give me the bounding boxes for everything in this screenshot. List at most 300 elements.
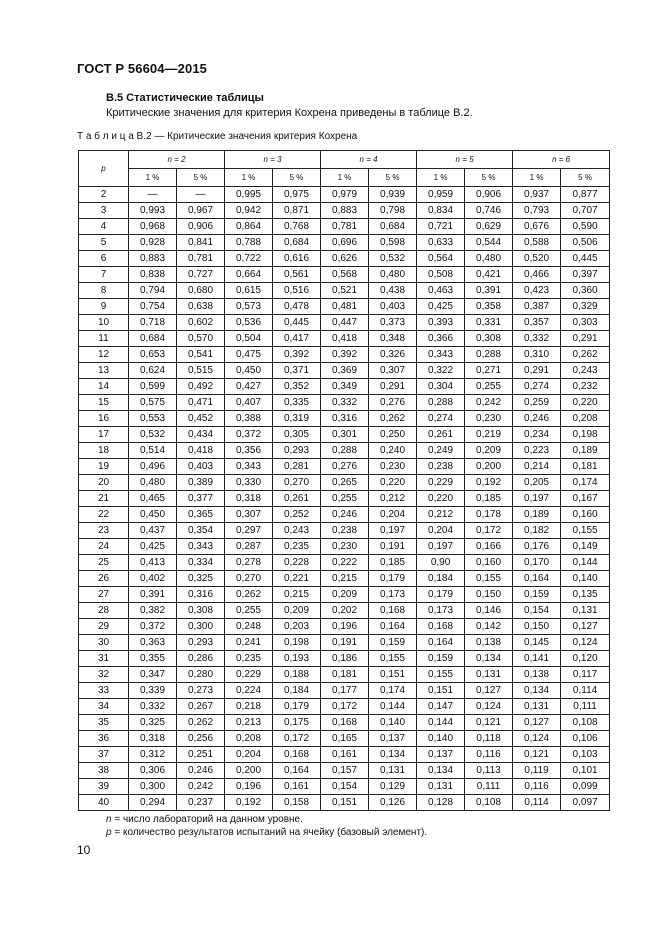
critical-value-cell: 0,403 xyxy=(177,459,225,475)
critical-value-cell: 0,262 xyxy=(225,587,273,603)
critical-value-cell: 0,204 xyxy=(417,523,465,539)
critical-value-cell: 0,638 xyxy=(177,299,225,315)
p-value-cell: 2 xyxy=(79,187,129,203)
critical-value-cell: 0,172 xyxy=(321,699,369,715)
critical-value-cell: 0,131 xyxy=(561,603,610,619)
critical-value-cell: 0,159 xyxy=(417,651,465,667)
critical-value-cell: 0,438 xyxy=(369,283,417,299)
critical-value-cell: 0,602 xyxy=(177,315,225,331)
critical-value-cell: 0,684 xyxy=(369,219,417,235)
p-value-cell: 14 xyxy=(79,379,129,395)
critical-value-cell: 0,151 xyxy=(369,667,417,683)
critical-value-cell: 0,262 xyxy=(369,411,417,427)
note-p xyxy=(106,826,427,839)
critical-value-cell: 0,205 xyxy=(513,475,561,491)
critical-value-cell: 0,124 xyxy=(465,699,513,715)
critical-value-cell: 0,140 xyxy=(561,571,610,587)
critical-value-cell: 0,280 xyxy=(177,667,225,683)
critical-value-cell: 0,127 xyxy=(465,683,513,699)
p-column-header: p xyxy=(79,151,129,187)
critical-value-cell: 0,434 xyxy=(177,427,225,443)
critical-value-cell: 0,402 xyxy=(129,571,177,587)
critical-value-cell: 0,177 xyxy=(321,683,369,699)
critical-value-cell: 0,113 xyxy=(465,763,513,779)
critical-value-cell: 0,214 xyxy=(513,459,561,475)
critical-value-cell: 0,727 xyxy=(177,267,225,283)
critical-value-cell: 0,164 xyxy=(369,619,417,635)
critical-value-cell: 0,198 xyxy=(561,427,610,443)
critical-value-cell: 0,306 xyxy=(129,763,177,779)
critical-value-cell: 0,203 xyxy=(273,619,321,635)
critical-value-cell: 0,478 xyxy=(273,299,321,315)
level-header: 5 % xyxy=(177,169,225,187)
critical-value-cell: 0,176 xyxy=(513,539,561,555)
critical-value-cell: 0,626 xyxy=(321,251,369,267)
p-value-cell: 11 xyxy=(79,331,129,347)
critical-value-cell: 0,154 xyxy=(321,779,369,795)
critical-value-cell: 0,255 xyxy=(465,379,513,395)
critical-value-cell: 0,633 xyxy=(417,235,465,251)
critical-value-cell: 0,108 xyxy=(561,715,610,731)
critical-value-cell: 0,168 xyxy=(321,715,369,731)
critical-value-cell: 0,288 xyxy=(417,395,465,411)
critical-value-cell: 0,288 xyxy=(321,443,369,459)
table-row xyxy=(79,219,610,235)
critical-value-cell: 0,175 xyxy=(273,715,321,731)
table-row xyxy=(79,747,610,763)
critical-value-cell: 0,116 xyxy=(465,747,513,763)
table-row xyxy=(79,507,610,523)
critical-value-cell: 0,680 xyxy=(177,283,225,299)
page-number: 10 xyxy=(77,843,91,857)
critical-value-cell: 0,273 xyxy=(177,683,225,699)
critical-value-cell: 0,246 xyxy=(321,507,369,523)
critical-value-cell: 0,251 xyxy=(177,747,225,763)
critical-value-cell: 0,140 xyxy=(369,715,417,731)
critical-value-cell: 0,172 xyxy=(465,523,513,539)
critical-value-cell: 0,131 xyxy=(417,779,465,795)
critical-value-cell: 0,243 xyxy=(561,363,610,379)
critical-value-cell: 0,746 xyxy=(465,203,513,219)
critical-value-cell: 0,235 xyxy=(273,539,321,555)
table-notes xyxy=(106,813,427,839)
critical-value-cell: 0,391 xyxy=(129,587,177,603)
table-row xyxy=(79,475,610,491)
critical-value-cell: 0,166 xyxy=(465,539,513,555)
p-value-cell: 8 xyxy=(79,283,129,299)
critical-value-cell: 0,480 xyxy=(465,251,513,267)
table-row xyxy=(79,379,610,395)
critical-value-cell: 0,403 xyxy=(369,299,417,315)
critical-value-cell: 0,450 xyxy=(129,507,177,523)
critical-value-cell: 0,159 xyxy=(513,587,561,603)
critical-value-cell: 0,185 xyxy=(369,555,417,571)
critical-value-cell: 0,624 xyxy=(129,363,177,379)
table-row xyxy=(79,635,610,651)
critical-value-cell: 0,155 xyxy=(561,523,610,539)
p-value-cell: 28 xyxy=(79,603,129,619)
critical-value-cell: 0,138 xyxy=(513,667,561,683)
critical-value-cell: 0,521 xyxy=(321,283,369,299)
critical-value-cell: 0,343 xyxy=(417,347,465,363)
table-row xyxy=(79,779,610,795)
critical-value-cell: 0,140 xyxy=(417,731,465,747)
critical-value-cell: 0,445 xyxy=(561,251,610,267)
critical-value-cell: 0,598 xyxy=(369,235,417,251)
critical-value-cell: 0,684 xyxy=(129,331,177,347)
p-value-cell: 40 xyxy=(79,795,129,811)
critical-value-cell: 0,413 xyxy=(129,555,177,571)
note-symbol: p xyxy=(106,827,112,838)
note-text: = количество результатов испытаний на ячейку (базовый элемент). xyxy=(111,827,428,838)
critical-value-cell: 0,248 xyxy=(225,619,273,635)
critical-value-cell: 0,387 xyxy=(513,299,561,315)
p-value-cell: 35 xyxy=(79,715,129,731)
critical-value-cell: 0,305 xyxy=(273,427,321,443)
critical-value-cell: 0,173 xyxy=(369,587,417,603)
table-row xyxy=(79,795,610,811)
critical-value-cell: 0,270 xyxy=(273,475,321,491)
critical-value-cell: 0,150 xyxy=(465,587,513,603)
critical-value-cell: 0,303 xyxy=(561,315,610,331)
critical-value-cell: 0,508 xyxy=(417,267,465,283)
critical-value-cell: 0,120 xyxy=(561,651,610,667)
critical-value-cell: 0,475 xyxy=(225,347,273,363)
note-symbol: n xyxy=(106,814,112,825)
group-header-row xyxy=(79,151,610,169)
p-value-cell: 36 xyxy=(79,731,129,747)
critical-value-cell: 0,134 xyxy=(417,763,465,779)
critical-value-cell: 0,124 xyxy=(561,635,610,651)
critical-value-cell: 0,274 xyxy=(513,379,561,395)
p-value-cell: 37 xyxy=(79,747,129,763)
p-value-cell: 19 xyxy=(79,459,129,475)
table-row xyxy=(79,667,610,683)
critical-value-cell: 0,134 xyxy=(369,747,417,763)
critical-value-cell: 0,307 xyxy=(369,363,417,379)
table-row xyxy=(79,523,610,539)
critical-value-cell: 0,262 xyxy=(177,715,225,731)
critical-value-cell: 0,174 xyxy=(561,475,610,491)
critical-value-cell: 0,664 xyxy=(225,267,273,283)
critical-value-cell: 0,192 xyxy=(465,475,513,491)
table-row xyxy=(79,683,610,699)
critical-value-cell: 0,229 xyxy=(417,475,465,491)
critical-value-cell: 0,144 xyxy=(369,699,417,715)
level-header: 1 % xyxy=(321,169,369,187)
critical-value-cell: 0,794 xyxy=(129,283,177,299)
p-value-cell: 12 xyxy=(79,347,129,363)
critical-value-cell: 0,101 xyxy=(561,763,610,779)
p-value-cell: 26 xyxy=(79,571,129,587)
critical-value-cell: 0,347 xyxy=(129,667,177,683)
group-header-n4: n = 4 xyxy=(321,151,417,169)
level-header: 5 % xyxy=(273,169,321,187)
table-row xyxy=(79,555,610,571)
critical-value-cell: 0,131 xyxy=(513,699,561,715)
p-value-cell: 7 xyxy=(79,267,129,283)
critical-value-cell: 0,568 xyxy=(321,267,369,283)
table-row xyxy=(79,187,610,203)
critical-value-cell: 0,142 xyxy=(465,619,513,635)
critical-value-cell: 0,425 xyxy=(417,299,465,315)
critical-value-cell: 0,354 xyxy=(177,523,225,539)
critical-value-cell: 0,240 xyxy=(369,443,417,459)
critical-value-cell: 0,541 xyxy=(177,347,225,363)
critical-value-cell: 0,515 xyxy=(177,363,225,379)
level-header: 5 % xyxy=(465,169,513,187)
critical-value-cell: — xyxy=(177,187,225,203)
critical-value-cell: 0,993 xyxy=(129,203,177,219)
critical-value-cell: 0,532 xyxy=(369,251,417,267)
critical-value-cell: 0,158 xyxy=(273,795,321,811)
critical-value-cell: 0,397 xyxy=(561,267,610,283)
critical-value-cell: 0,553 xyxy=(129,411,177,427)
critical-value-cell: 0,228 xyxy=(273,555,321,571)
critical-value-cell: 0,599 xyxy=(129,379,177,395)
critical-value-cell: 0,329 xyxy=(561,299,610,315)
p-value-cell: 32 xyxy=(79,667,129,683)
critical-value-cell: 0,287 xyxy=(225,539,273,555)
critical-value-cell: 0,118 xyxy=(465,731,513,747)
table-row xyxy=(79,331,610,347)
critical-value-cell: 0,164 xyxy=(417,635,465,651)
critical-value-cell: 0,450 xyxy=(225,363,273,379)
critical-value-cell: 0,212 xyxy=(417,507,465,523)
critical-value-cell: 0,768 xyxy=(273,219,321,235)
critical-value-cell: 0,168 xyxy=(369,603,417,619)
critical-value-cell: 0,127 xyxy=(561,619,610,635)
critical-value-cell: 0,246 xyxy=(513,411,561,427)
table-row xyxy=(79,491,610,507)
critical-value-cell: 0,215 xyxy=(321,571,369,587)
critical-value-cell: 0,392 xyxy=(321,347,369,363)
p-value-cell: 34 xyxy=(79,699,129,715)
level-header: 1 % xyxy=(417,169,465,187)
critical-value-cell: 0,111 xyxy=(561,699,610,715)
critical-value-cell: 0,307 xyxy=(225,507,273,523)
critical-value-cell: 0,308 xyxy=(465,331,513,347)
critical-value-cell: 0,155 xyxy=(465,571,513,587)
critical-value-cell: 0,465 xyxy=(129,491,177,507)
critical-value-cell: 0,242 xyxy=(177,779,225,795)
table-row xyxy=(79,459,610,475)
critical-value-cell: 0,161 xyxy=(273,779,321,795)
critical-value-cell: 0,220 xyxy=(369,475,417,491)
critical-value-cell: 0,312 xyxy=(129,747,177,763)
critical-value-cell: 0,506 xyxy=(561,235,610,251)
critical-value-cell: 0,196 xyxy=(225,779,273,795)
critical-value-cell: 0,134 xyxy=(513,683,561,699)
table-row xyxy=(79,619,610,635)
critical-value-cell: 0,204 xyxy=(369,507,417,523)
critical-value-cell: 0,781 xyxy=(321,219,369,235)
critical-value-cell: 0,291 xyxy=(513,363,561,379)
critical-value-cell: 0,417 xyxy=(273,331,321,347)
critical-value-cell: 0,189 xyxy=(513,507,561,523)
critical-value-cell: 0,352 xyxy=(273,379,321,395)
critical-value-cell: 0,841 xyxy=(177,235,225,251)
critical-value-cell: 0,261 xyxy=(417,427,465,443)
standard-number: ГОСТ Р 56604—2015 xyxy=(77,61,207,76)
critical-value-cell: 0,108 xyxy=(465,795,513,811)
critical-value-cell: 0,117 xyxy=(561,667,610,683)
critical-value-cell: 0,281 xyxy=(273,459,321,475)
critical-value-cell: 0,300 xyxy=(177,619,225,635)
table-row xyxy=(79,603,610,619)
section-intro: Критические значения для критерия Кохрена приведены в таблице В.2. xyxy=(106,107,473,119)
group-header-n6: n = 6 xyxy=(513,151,610,169)
critical-value-cell: 0,514 xyxy=(129,443,177,459)
critical-value-cell: 0,452 xyxy=(177,411,225,427)
level-header: 1 % xyxy=(225,169,273,187)
critical-value-cell: 0,229 xyxy=(225,667,273,683)
critical-value-cell: 0,191 xyxy=(369,539,417,555)
critical-value-cell: 0,196 xyxy=(321,619,369,635)
critical-value-cell: 0,564 xyxy=(417,251,465,267)
critical-value-cell: 0,979 xyxy=(321,187,369,203)
critical-value-cell: 0,154 xyxy=(513,603,561,619)
critical-value-cell: 0,197 xyxy=(417,539,465,555)
critical-value-cell: — xyxy=(129,187,177,203)
critical-value-cell: 0,423 xyxy=(513,283,561,299)
critical-value-cell: 0,121 xyxy=(513,747,561,763)
table-row xyxy=(79,699,610,715)
critical-value-cell: 0,170 xyxy=(513,555,561,571)
critical-value-cell: 0,291 xyxy=(369,379,417,395)
critical-value-cell: 0,111 xyxy=(465,779,513,795)
critical-value-cell: 0,357 xyxy=(513,315,561,331)
table-row xyxy=(79,587,610,603)
critical-value-cell: 0,256 xyxy=(177,731,225,747)
critical-value-cell: 0,212 xyxy=(369,491,417,507)
critical-value-cell: 0,331 xyxy=(465,315,513,331)
level-header: 1 % xyxy=(513,169,561,187)
critical-value-cell: 0,114 xyxy=(513,795,561,811)
critical-value-cell: 0,696 xyxy=(321,235,369,251)
p-value-cell: 27 xyxy=(79,587,129,603)
table-row xyxy=(79,251,610,267)
critical-value-cell: 0,151 xyxy=(417,683,465,699)
critical-value-cell: 0,131 xyxy=(465,667,513,683)
critical-value-cell: 0,235 xyxy=(225,651,273,667)
critical-value-cell: 0,168 xyxy=(417,619,465,635)
critical-value-cell: 0,276 xyxy=(369,395,417,411)
critical-value-cell: 0,220 xyxy=(417,491,465,507)
critical-value-cell: 0,615 xyxy=(225,283,273,299)
critical-value-cell: 0,121 xyxy=(465,715,513,731)
p-value-cell: 9 xyxy=(79,299,129,315)
critical-value-cell: 0,150 xyxy=(513,619,561,635)
critical-value-cell: 0,316 xyxy=(177,587,225,603)
critical-value-cell: 0,188 xyxy=(273,667,321,683)
critical-value-cell: 0,356 xyxy=(225,443,273,459)
critical-value-cell: 0,161 xyxy=(321,747,369,763)
critical-value-cell: 0,418 xyxy=(321,331,369,347)
critical-value-cell: 0,106 xyxy=(561,731,610,747)
table-row xyxy=(79,763,610,779)
group-header-n5: n = 5 xyxy=(417,151,513,169)
critical-value-cell: 0,223 xyxy=(513,443,561,459)
critical-value-cell: 0,883 xyxy=(129,251,177,267)
critical-value-cell: 0,208 xyxy=(561,411,610,427)
critical-value-cell: 0,252 xyxy=(273,507,321,523)
critical-value-cell: 0,261 xyxy=(273,491,321,507)
critical-value-cell: 0,255 xyxy=(321,491,369,507)
critical-value-cell: 0,418 xyxy=(177,443,225,459)
critical-value-cell: 0,198 xyxy=(273,635,321,651)
critical-value-cell: 0,202 xyxy=(321,603,369,619)
critical-value-cell: 0,332 xyxy=(129,699,177,715)
p-value-cell: 30 xyxy=(79,635,129,651)
p-value-cell: 16 xyxy=(79,411,129,427)
critical-value-cell: 0,676 xyxy=(513,219,561,235)
critical-value-cell: 0,230 xyxy=(321,539,369,555)
critical-value-cell: 0,127 xyxy=(513,715,561,731)
critical-value-cell: 0,838 xyxy=(129,267,177,283)
critical-value-cell: 0,349 xyxy=(321,379,369,395)
critical-value-cell: 0,570 xyxy=(177,331,225,347)
critical-value-cell: 0,366 xyxy=(417,331,465,347)
critical-value-cell: 0,189 xyxy=(561,443,610,459)
p-value-cell: 24 xyxy=(79,539,129,555)
note-n xyxy=(106,813,427,826)
p-value-cell: 39 xyxy=(79,779,129,795)
critical-value-cell: 0,471 xyxy=(177,395,225,411)
critical-value-cell: 0,129 xyxy=(369,779,417,795)
critical-value-cell: 0,215 xyxy=(273,587,321,603)
critical-value-cell: 0,325 xyxy=(177,571,225,587)
critical-value-cell: 0,480 xyxy=(369,267,417,283)
critical-value-cell: 0,137 xyxy=(369,731,417,747)
critical-value-cell: 0,297 xyxy=(225,523,273,539)
critical-value-cell: 0,242 xyxy=(465,395,513,411)
critical-value-cell: 0,326 xyxy=(369,347,417,363)
critical-value-cell: 0,173 xyxy=(417,603,465,619)
critical-value-cell: 0,259 xyxy=(513,395,561,411)
critical-value-cell: 0,330 xyxy=(225,475,273,491)
critical-value-cell: 0,788 xyxy=(225,235,273,251)
critical-value-cell: 0,392 xyxy=(273,347,321,363)
critical-value-cell: 0,131 xyxy=(369,763,417,779)
critical-value-cell: 0,138 xyxy=(465,635,513,651)
critical-value-cell: 0,358 xyxy=(465,299,513,315)
critical-value-cell: 0,293 xyxy=(177,635,225,651)
critical-value-cell: 0,90 xyxy=(417,555,465,571)
table-row xyxy=(79,299,610,315)
critical-value-cell: 0,219 xyxy=(465,427,513,443)
p-value-cell: 33 xyxy=(79,683,129,699)
critical-value-cell: 0,575 xyxy=(129,395,177,411)
critical-value-cell: 0,718 xyxy=(129,315,177,331)
critical-value-cell: 0,348 xyxy=(369,331,417,347)
table-row xyxy=(79,203,610,219)
critical-value-cell: 0,137 xyxy=(417,747,465,763)
critical-value-cell: 0,237 xyxy=(177,795,225,811)
critical-value-cell: 0,179 xyxy=(417,587,465,603)
critical-value-cell: 0,781 xyxy=(177,251,225,267)
critical-value-cell: 0,114 xyxy=(561,683,610,699)
table-row xyxy=(79,267,610,283)
critical-value-cell: 0,185 xyxy=(465,491,513,507)
critical-value-cell: 0,590 xyxy=(561,219,610,235)
critical-value-cell: 0,382 xyxy=(129,603,177,619)
critical-value-cell: 0,220 xyxy=(561,395,610,411)
critical-value-cell: 0,466 xyxy=(513,267,561,283)
critical-value-cell: 0,182 xyxy=(513,523,561,539)
critical-value-cell: 0,164 xyxy=(273,763,321,779)
critical-value-cell: 0,193 xyxy=(273,651,321,667)
